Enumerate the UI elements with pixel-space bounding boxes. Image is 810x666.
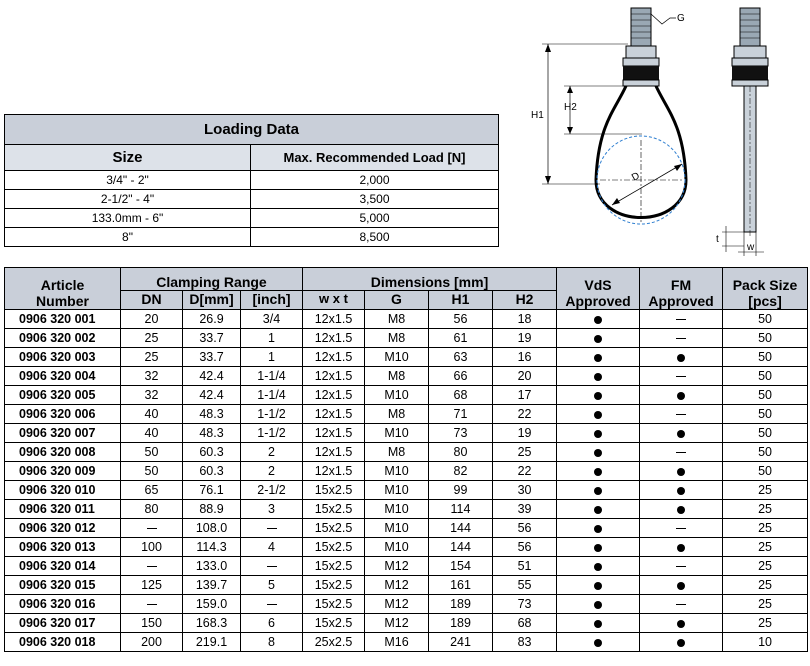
dn-cell: 200 [121, 633, 183, 652]
loading-load-cell: 8,500 [251, 228, 499, 247]
h1-cell: 144 [429, 538, 493, 557]
approved-dot [677, 354, 685, 362]
pack-size-cell: 50 [723, 310, 808, 329]
not-approved-dash [676, 319, 686, 320]
spec-row [5, 614, 808, 633]
approved-dot [594, 563, 602, 571]
approved-dot [594, 411, 602, 419]
vds-approved-header: VdS Approved [557, 268, 640, 310]
g-cell: M16 [365, 633, 429, 652]
g-cell: M12 [365, 576, 429, 595]
loading-size-cell: 2-1/2" - 4" [5, 190, 251, 209]
pack-size-cell: 25 [723, 481, 808, 500]
g-cell: M8 [365, 329, 429, 348]
pack-size-cell: 50 [723, 462, 808, 481]
h1-cell: 61 [429, 329, 493, 348]
dmm-cell: 219.1 [183, 633, 241, 652]
fm-cell [640, 348, 723, 367]
vds-cell [557, 329, 640, 348]
dn-cell: 50 [121, 443, 183, 462]
dmm-cell: 42.4 [183, 367, 241, 386]
dmm-cell: 33.7 [183, 348, 241, 367]
inch-cell: 3/4 [241, 310, 303, 329]
side-view [716, 8, 768, 256]
spec-row [5, 481, 808, 500]
pack-size-cell: 50 [723, 443, 808, 462]
fm-cell [640, 462, 723, 481]
approved-dot [594, 601, 602, 609]
dn-cell: 80 [121, 500, 183, 519]
wxt-cell: 15x2.5 [303, 614, 365, 633]
g-cell: M10 [365, 386, 429, 405]
h1-cell: 82 [429, 462, 493, 481]
dmm-cell: 139.7 [183, 576, 241, 595]
g-cell: M10 [365, 462, 429, 481]
wxt-cell: 12x1.5 [303, 348, 365, 367]
approved-dot [594, 525, 602, 533]
not-approved-dash [676, 528, 686, 529]
dn-cell: 40 [121, 424, 183, 443]
loading-row [5, 190, 499, 209]
dmm-cell: 88.9 [183, 500, 241, 519]
approved-dot [594, 354, 602, 362]
h1-cell: 189 [429, 595, 493, 614]
dmm-cell: 108.0 [183, 519, 241, 538]
fm-cell [640, 500, 723, 519]
dmm-cell: 42.4 [183, 386, 241, 405]
spec-row [5, 557, 808, 576]
g-header: G [365, 291, 429, 310]
h2-cell: 56 [493, 538, 557, 557]
article-number-cell: 0906 320 017 [5, 614, 121, 633]
g-cell: M12 [365, 595, 429, 614]
spec-row [5, 633, 808, 652]
fm-cell [640, 614, 723, 633]
spec-row [5, 595, 808, 614]
approved-dot [594, 582, 602, 590]
dash-mark [267, 604, 277, 605]
h1-cell: 241 [429, 633, 493, 652]
inch-cell: 1-1/2 [241, 405, 303, 424]
not-approved-dash [676, 604, 686, 605]
approved-dot [594, 316, 602, 324]
wxt-cell: 25x2.5 [303, 633, 365, 652]
h2-cell: 22 [493, 462, 557, 481]
h2-cell: 56 [493, 519, 557, 538]
approved-dot [677, 639, 685, 647]
h1-label: H1 [531, 110, 544, 121]
article-number-cell: 0906 320 012 [5, 519, 121, 538]
dmm-cell: 114.3 [183, 538, 241, 557]
h2-cell: 30 [493, 481, 557, 500]
approved-dot [594, 487, 602, 495]
dn-cell: 150 [121, 614, 183, 633]
approved-dot [677, 582, 685, 590]
dn-cell: 32 [121, 367, 183, 386]
pack-size-cell: 50 [723, 348, 808, 367]
h1-cell: 80 [429, 443, 493, 462]
vds-cell [557, 443, 640, 462]
dmm-cell: 60.3 [183, 462, 241, 481]
g-cell: M10 [365, 500, 429, 519]
g-cell: M10 [365, 424, 429, 443]
vds-cell [557, 576, 640, 595]
inch-cell: 1-1/4 [241, 367, 303, 386]
dn-cell: 100 [121, 538, 183, 557]
loading-row [5, 171, 499, 190]
h1-header: H1 [429, 291, 493, 310]
pack-size-cell: 10 [723, 633, 808, 652]
loading-row [5, 209, 499, 228]
dn-cell: 40 [121, 405, 183, 424]
not-approved-dash [676, 414, 686, 415]
spec-row [5, 500, 808, 519]
wxt-cell: 12x1.5 [303, 329, 365, 348]
dmm-cell: 48.3 [183, 424, 241, 443]
h2-cell: 19 [493, 329, 557, 348]
article-number-cell: 0906 320 015 [5, 576, 121, 595]
inch-cell: 2 [241, 462, 303, 481]
fm-cell [640, 576, 723, 595]
dash-mark [147, 604, 157, 605]
vds-cell [557, 424, 640, 443]
approved-dot [677, 544, 685, 552]
loading-title: Loading Data [5, 115, 499, 145]
h2-cell: 51 [493, 557, 557, 576]
article-number-header: Article Number [5, 268, 121, 310]
spec-row [5, 462, 808, 481]
approved-dot [677, 430, 685, 438]
pack-size-cell: 50 [723, 424, 808, 443]
loading-load-cell: 2,000 [251, 171, 499, 190]
h1-cell: 63 [429, 348, 493, 367]
vds-cell [557, 633, 640, 652]
article-number-cell: 0906 320 018 [5, 633, 121, 652]
h2-cell: 68 [493, 614, 557, 633]
h1-cell: 56 [429, 310, 493, 329]
pack-size-cell: 50 [723, 386, 808, 405]
approved-dot [594, 335, 602, 343]
inch-cell: 4 [241, 538, 303, 557]
vds-cell [557, 405, 640, 424]
h1-cell: 161 [429, 576, 493, 595]
spec-row [5, 424, 808, 443]
spec-body [5, 310, 808, 652]
fm-cell [640, 595, 723, 614]
pack-size-cell: 25 [723, 595, 808, 614]
fm-cell [640, 633, 723, 652]
fm-cell [640, 405, 723, 424]
pack-size-cell: 50 [723, 367, 808, 386]
fm-cell [640, 310, 723, 329]
wxt-cell: 15x2.5 [303, 538, 365, 557]
fm-approved-header: FM Approved [640, 268, 723, 310]
wxt-cell: 15x2.5 [303, 595, 365, 614]
approved-dot [677, 468, 685, 476]
h2-cell: 18 [493, 310, 557, 329]
h1-cell: 73 [429, 424, 493, 443]
pack-size-cell: 25 [723, 538, 808, 557]
g-cell: M10 [365, 538, 429, 557]
h2-cell: 19 [493, 424, 557, 443]
vds-cell [557, 348, 640, 367]
wxt-cell: 15x2.5 [303, 481, 365, 500]
article-number-cell: 0906 320 007 [5, 424, 121, 443]
product-spec-table [4, 267, 808, 652]
inch-cell: 5 [241, 576, 303, 595]
h1-cell: 71 [429, 405, 493, 424]
w-label: w [747, 242, 755, 253]
dmm-cell: 60.3 [183, 443, 241, 462]
dn-cell [121, 595, 183, 614]
dn-cell: 32 [121, 386, 183, 405]
article-number-cell: 0906 320 011 [5, 500, 121, 519]
h1-cell: 189 [429, 614, 493, 633]
dash-mark [267, 528, 277, 529]
g-cell: M8 [365, 310, 429, 329]
fm-cell [640, 386, 723, 405]
h2-cell: 73 [493, 595, 557, 614]
article-number-cell: 0906 320 014 [5, 557, 121, 576]
loading-size-cell: 8" [5, 228, 251, 247]
spec-row [5, 443, 808, 462]
g-label: G [677, 13, 685, 24]
spec-row [5, 329, 808, 348]
inch-cell [241, 519, 303, 538]
article-number-cell: 0906 320 010 [5, 481, 121, 500]
fm-cell [640, 557, 723, 576]
h2-cell: 55 [493, 576, 557, 595]
inch-cell: 2 [241, 443, 303, 462]
dmm-cell: 48.3 [183, 405, 241, 424]
pack-size-cell: 25 [723, 519, 808, 538]
fm-cell [640, 519, 723, 538]
g-cell: M8 [365, 405, 429, 424]
dn-cell: 125 [121, 576, 183, 595]
pack-size-cell: 25 [723, 576, 808, 595]
inch-cell: 1 [241, 348, 303, 367]
article-number-cell: 0906 320 004 [5, 367, 121, 386]
approved-dot [594, 449, 602, 457]
wxt-cell: 15x2.5 [303, 500, 365, 519]
spec-row [5, 367, 808, 386]
inch-cell: 2-1/2 [241, 481, 303, 500]
d-label: D [630, 170, 642, 184]
inch-cell: 1 [241, 329, 303, 348]
approved-dot [594, 544, 602, 552]
loading-data-table [4, 114, 499, 247]
dmm-cell: 76.1 [183, 481, 241, 500]
h2-cell: 20 [493, 367, 557, 386]
vds-cell [557, 500, 640, 519]
vds-cell [557, 595, 640, 614]
dn-cell: 50 [121, 462, 183, 481]
inch-cell [241, 595, 303, 614]
inch-cell [241, 557, 303, 576]
dmm-cell: 159.0 [183, 595, 241, 614]
g-cell: M8 [365, 443, 429, 462]
fm-cell [640, 443, 723, 462]
not-approved-dash [676, 338, 686, 339]
not-approved-dash [676, 376, 686, 377]
dash-mark [147, 528, 157, 529]
not-approved-dash [676, 452, 686, 453]
wxt-cell: 12x1.5 [303, 405, 365, 424]
wxt-cell: 12x1.5 [303, 310, 365, 329]
vds-cell [557, 481, 640, 500]
vds-cell [557, 310, 640, 329]
approved-dot [677, 392, 685, 400]
clamping-range-header: Clamping Range [121, 268, 303, 291]
pack-size-cell: 50 [723, 405, 808, 424]
approved-dot [677, 487, 685, 495]
approved-dot [594, 639, 602, 647]
article-number-cell: 0906 320 008 [5, 443, 121, 462]
dimensions-header: Dimensions [mm] [303, 268, 557, 291]
dmm-cell: 26.9 [183, 310, 241, 329]
approved-dot [677, 506, 685, 514]
approved-dot [594, 620, 602, 628]
article-number-cell: 0906 320 001 [5, 310, 121, 329]
vds-cell [557, 557, 640, 576]
dn-cell [121, 519, 183, 538]
pack-size-cell: 25 [723, 557, 808, 576]
vds-cell [557, 462, 640, 481]
h2-label: H2 [564, 102, 577, 113]
wxt-cell: 15x2.5 [303, 519, 365, 538]
fm-cell [640, 367, 723, 386]
dash-mark [267, 566, 277, 567]
vds-cell [557, 614, 640, 633]
approved-dot [594, 468, 602, 476]
size-header: Size [5, 145, 251, 171]
h2-cell: 83 [493, 633, 557, 652]
spec-row [5, 538, 808, 557]
wxt-cell: 15x2.5 [303, 576, 365, 595]
spec-row [5, 386, 808, 405]
article-number-cell: 0906 320 016 [5, 595, 121, 614]
g-cell: M10 [365, 481, 429, 500]
loading-size-cell: 3/4" - 2" [5, 171, 251, 190]
h2-cell: 17 [493, 386, 557, 405]
loading-row [5, 228, 499, 247]
loading-body [5, 171, 499, 247]
g-cell: M12 [365, 557, 429, 576]
dn-cell: 65 [121, 481, 183, 500]
pipe-hanger-drawing [520, 0, 810, 262]
vds-cell [557, 386, 640, 405]
dmm-cell: 168.3 [183, 614, 241, 633]
dn-cell: 25 [121, 348, 183, 367]
wxt-cell: 12x1.5 [303, 424, 365, 443]
h1-cell: 114 [429, 500, 493, 519]
h1-cell: 154 [429, 557, 493, 576]
h2-cell: 16 [493, 348, 557, 367]
dmm-header: D[mm] [183, 291, 241, 310]
h1-cell: 99 [429, 481, 493, 500]
inch-cell: 1-1/2 [241, 424, 303, 443]
front-view [531, 8, 686, 224]
spec-row [5, 310, 808, 329]
article-number-cell: 0906 320 013 [5, 538, 121, 557]
approved-dot [677, 620, 685, 628]
wxt-cell: 12x1.5 [303, 386, 365, 405]
dn-header: DN [121, 291, 183, 310]
loading-load-cell: 5,000 [251, 209, 499, 228]
dash-mark [147, 566, 157, 567]
wxt-cell: 12x1.5 [303, 443, 365, 462]
t-label: t [716, 234, 719, 245]
pack-size-header: Pack Size [pcs] [723, 268, 808, 310]
h1-cell: 66 [429, 367, 493, 386]
approved-dot [594, 430, 602, 438]
pack-size-cell: 50 [723, 329, 808, 348]
inch-cell: 1-1/4 [241, 386, 303, 405]
article-number-cell: 0906 320 002 [5, 329, 121, 348]
fm-cell [640, 329, 723, 348]
inch-cell: 3 [241, 500, 303, 519]
approved-dot [594, 373, 602, 381]
fm-cell [640, 481, 723, 500]
not-approved-dash [676, 566, 686, 567]
h2-cell: 39 [493, 500, 557, 519]
fm-cell [640, 538, 723, 557]
dmm-cell: 33.7 [183, 329, 241, 348]
g-cell: M12 [365, 614, 429, 633]
g-cell: M10 [365, 519, 429, 538]
vds-cell [557, 367, 640, 386]
dn-cell: 20 [121, 310, 183, 329]
loading-size-cell: 133.0mm - 6" [5, 209, 251, 228]
h2-cell: 25 [493, 443, 557, 462]
dmm-cell: 133.0 [183, 557, 241, 576]
spec-row [5, 348, 808, 367]
spec-row [5, 519, 808, 538]
article-number-cell: 0906 320 003 [5, 348, 121, 367]
inch-header: [inch] [241, 291, 303, 310]
article-number-cell: 0906 320 006 [5, 405, 121, 424]
article-number-cell: 0906 320 005 [5, 386, 121, 405]
approved-dot [594, 506, 602, 514]
spec-row [5, 576, 808, 595]
pack-size-cell: 25 [723, 500, 808, 519]
wxt-cell: 12x1.5 [303, 462, 365, 481]
vds-cell [557, 538, 640, 557]
wxt-header: w x t [303, 291, 365, 310]
inch-cell: 8 [241, 633, 303, 652]
wxt-cell: 15x2.5 [303, 557, 365, 576]
inch-cell: 6 [241, 614, 303, 633]
load-header: Max. Recommended Load [N] [251, 145, 499, 171]
pack-size-cell: 25 [723, 614, 808, 633]
h2-cell: 22 [493, 405, 557, 424]
approved-dot [594, 392, 602, 400]
h1-cell: 68 [429, 386, 493, 405]
h1-cell: 144 [429, 519, 493, 538]
vds-cell [557, 519, 640, 538]
wxt-cell: 12x1.5 [303, 367, 365, 386]
spec-row [5, 405, 808, 424]
g-cell: M10 [365, 348, 429, 367]
g-cell: M8 [365, 367, 429, 386]
dn-cell [121, 557, 183, 576]
h2-header: H2 [493, 291, 557, 310]
fm-cell [640, 424, 723, 443]
loading-load-cell: 3,500 [251, 190, 499, 209]
dn-cell: 25 [121, 329, 183, 348]
article-number-cell: 0906 320 009 [5, 462, 121, 481]
